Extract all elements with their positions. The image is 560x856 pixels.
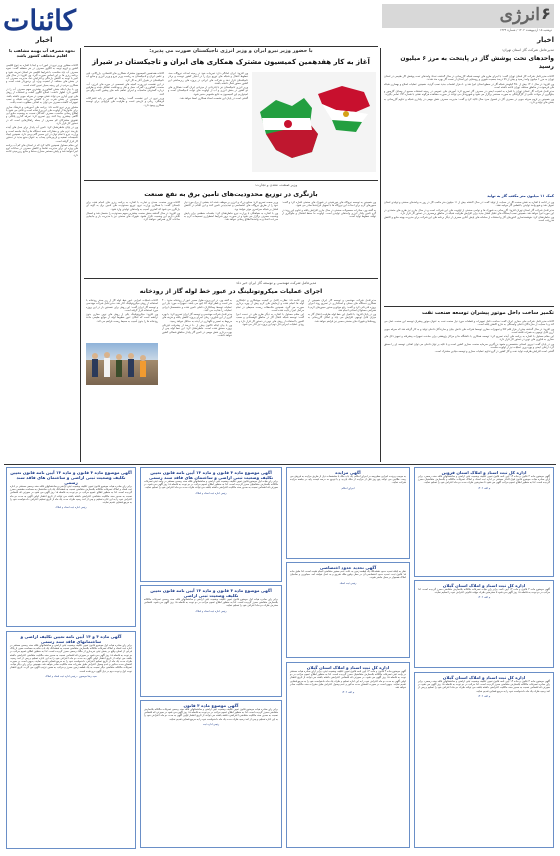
main-story-col-2: وی افزود: ایران آمادگی دارد تجربیات خود در زمینه احداث نیروگاه، سد، خطوط انتقال و شبکه های توزیع برق را در اختیار کشور دوست و برادر تاجیکستان قرار دهد و شرکت های ایرانی در پروژه های زیرساختی این کشور حضور فعال داشته باشند. وزیر انرژی تاجیکستان نیز با قدردانی از میزبانی ایران گفت: همکاری های دو کشور در بخش انرژی و آب از اولویت های دولت تاجیکستان است و امیدواریم این کمیسیون به نتایج ملموس منجر شود. گفتنی است در پایان این نشست اسناد همکاری امضا خواهد شد. (168, 72, 248, 101)
right-col-body-1: کائنات-مدیرعامل شرکت گاز استان تهران گفت: با اجرای طرح های توسعه شبکه گازرسانی در سال گذشته، تعداد واحدهای تحت پوشش گاز طبیعی در استان تهران به مرز ۶ میلیون واحد رسید و بیش از ۹۹ درصد جمعیت شهری و روستایی این استان از نعمت گاز بهره مند شدند. وی افزود: در سال ۱۴۰۱ بیش از ۴۵۰ کیلومتر شبکه گاز در سطح استان اجرا شد و ۸۰ هزار انشعاب جدید نصب گردید. همچنین عملیات اصلاح و بهسازی شبکه های فرسوده در مناطق مختلف تهران ادامه داشته است. مدیرعامل شرکت گاز استان تهران با اشاره به اهمیت ایمنی در مصرف گاز تصریح کرد: آموزش های عمومی در زمینه استفاده صحیح از وسایل گازسوز و جلوگیری از حوادث ناشی از گازگرفتگی به صورت مستمر برگزار می شود و شهروندان می توانند در صورت مشاهده هرگونه نشتی با شماره ۱۹۴ تماس بگیرند. وی همچنین بر لزوم صرفه جویی در مصرف گاز در فصول سرد سال تاکید کرد و گفت: مدیریت مصرف نقش مهمی در پایداری شبکه و تداوم گازرسانی به بخش های تولیدی دارد. (384, 75, 554, 105)
story2-kicker: وزیر صنعت، معدن و تجارت: (254, 183, 298, 187)
ad-title: اداره کل ثبت اسناد و املاک استان گیلان (442, 583, 526, 588)
ad-ref: رئیس اداره ثبت اسناد و املاک (195, 609, 227, 613)
story3-col-1: کائنات-عملیات اجرایی عبور خط لوله گاز از زیر بستر رودخانه با استفاده از روش میکروتونلینگ آغاز شد. مدیرعامل شرکت مهندسی و توسعه گاز ایران گفت: این روش برای نخستین بار در این پروژه مورد استفاده قرار گرفته است. وی افزود: میکروتونلینگ یکی از روش های نوین حفاری بدون ترانشه است که امکان عبور خطوط لوله از موانع طبیعی مانند رودخانه ها را بدون آسیب به محیط زیست فراهم می کند. (86, 299, 158, 323)
right-col-body-2: وی در ادامه با اشاره به نقش صنعت گاز در حمایت از تولید گفت: در سال گذشته بیش از ۱۱ میلیون متر مکعب گاز در روز به واحدهای صنعتی و تولیدی استان تحویل شد و هیچ واحد تولیدی با قطعی گاز مواجه نشد. مدیرعامل شرکت گاز استان تهران افزود: گازرسانی به شهرک ها و نواحی صنعتی از اولویت های این شرکت است و در سال جاری نیز طرح های متعددی در این حوزه اجرا خواهد شد. همچنین نصب ایستگاه های تقلیل فشار جدید برای افزایش ظرفیت شبکه در مناطق پرمصرف در دستور کار قرار دارد. وی خاطرنشان کرد: هوشمندسازی کنتورهای گاز و استفاده از سامانه های پایش آنلاین مصرف از دیگر برنامه های این شرکت برای مدیریت بهینه منابع و کاهش هدررفت است. (384, 201, 554, 223)
ad-ref: سید رضا موسوی - رئیس اداره ثبت اسناد و املاک (45, 674, 97, 678)
ad-title: اداره کل ثبت اسناد و املاک استان گیلان (442, 675, 526, 680)
story3-col-2: به گفته وی، در این پروژه طول مسیر عبور از رودخانه حدود ۴۰۰ متر است و قطر لوله ۵۶ اینچ می باشد. تجهیزات مورد نیاز این عملیات توسط پیمانکاران داخلی تامین شده و متخصصان ایرانی عملیات را هدایت می کنند. مدیرعامل شرکت مهندسی و توسعه گاز ایران تصریح کرد: با بهره گیری از این فناوری، زمان اجرای پروژه کاهش یافته و هزینه های مربوط به تعمیر و نگهداری در آینده به حداقل خواهد رسید. وی با بیان اینکه تاکنون بیش از ۸۰ درصد از پیشرفت فیزیکی پروژه محقق شده است، خاطرنشان کرد: این خط لوله پس از بهره برداری نقش مهمی در تامین گاز پایدار مناطق شمالی کشور خواهد داشت. (162, 299, 232, 337)
dateline: دوشنبه ۱۵ اردیبهشت ۱۴۰۲ / شماره ۱۴۳۴ (499, 28, 552, 32)
ad-title: آگهی ماده ۳ و ۱۳ آیین نامه تعیین تکلیف اراضی و ساختمانهای فاقد سند رسمی (20, 634, 122, 644)
ad-title: آگهی موضوع ماده ۳ قانون و ماده ۱۳ آیین نامه قانون تعیین تکلیف وضعیت ثبتی اراضی و ساختمان های فاقد سند رسمی (148, 470, 274, 480)
masthead-left-section: اخبار (35, 36, 53, 44)
ad-notice-9: آگهی موضوع ماده ۳ قانون برابر رای صادره هیات موضوع قانون تعیین تکلیف وضعیت ثبتی اراضی و ساختمانهای فاقد سند رسمی تصرفات مالکانه بلامعارض متقاضی محرز گردیده است. لذا به منظور اطلاع عموم مراتب در دو نوبت به فاصله ۱۵ روز آگهی می شود در صورتی که اشخاص نسبت به صدور سند مالکیت متقاضی اعتراضی داشته باشند می توانند از تاریخ انتشار اولین آگهی به مدت دو ماه اعتراض خود را به این اداره تسلیم و پس از اخذ رسید ظرف مدت یک ماه دادخواست خود را به مرجع قضایی تقدیم نمایند. رئیس اداره ثبت (140, 700, 282, 848)
right-col-bottom-headline: تکمیر ساخت داخل موتور پیشران توسعه صنعت نفت (421, 310, 554, 316)
masthead-left-logo: کائنات (3, 4, 76, 37)
left-col-headline: نحوه مصرف آب بهینه مشاهب با اقلیم مختلف کشور باشد (8, 48, 75, 58)
left-col-body: کائنات-مشاور وزیر نیرو در امور آب و آبفا با اشاره به تنوع اقلیمی کشور و لزوم توجه به الگوی مصرف در هر منطقه گفت: نحوه مصرف آب باید متناسب با شرایط اقلیمی هر استان تعریف شود و برنامه ریزی ها بر این اساس صورت گیرد. وی افزود: در سال های اخیر با توجه به کاهش بارندگی و افزایش دما، مدیریت مصرف آب در بخش های مختلف از اهمیت ویژه ای برخوردار شده است و همکاری مردم در این زمینه بسیار تعیین کننده است. وی با بیان اینکه بخش کشاورزی بیشترین سهم مصرف آب را در کشور دارد اظهار داشت: اصلاح الگوی کشت و استفاده از روش های نوین آبیاری می تواند نقش مهمی در صرفه جویی داشته باشد. همچنین در بخش شرب نیز با کاهش هدررفت شبکه و نصب تجهیزات کاهنده مصرف می توان به اهداف مطلوب دست یافت. مشاور وزیر نیرو ادامه داد: برنامه های آموزشی و فرهنگ سازی برای خانوارها از اولویت های این وزارتخانه است و تلاش می شود با اطلاع رسانی مناسب، مصرف کنندگان نسبت به وضعیت منابع آبی آگاهی بیشتری پیدا کنند. وی تصریح کرد: تعرفه گذاری پلکانی و تشویق مشترکان کم مصرف از جمله راهکارهایی است که در دستور کار قرار دارد. وی در پایان خاطرنشان کرد: تامین آب پایدار برای نسل های آینده نیازمند عزم ملی و مشارکت همه دستگاه ها و آحاد جامعه است و وزارت نیرو با تمام توان در این مسیر گام برمی دارد. همچنین ایجاد تاسیسات تصفیه و بازچرخانی پساب به عنوان منبع جدید در دستور کار قرار گرفته است. این مقام مسئول همچنین تاکید کرد که در استان های کم آب برنامه های ویژه ای برای مدیریت تقاضا و کاهش مصرف در ساعات اوج اجرا خواهد شد و پایش مستمر مخازن سدها و منابع زیرزمینی ادامه دارد. (6, 64, 78, 157)
ad-title: اداره کل ثبت اسناد و املاک استان گیلان (306, 665, 390, 670)
ad-notice-11: اداره کل ثبت اسناد و املاک استان گیلان آگهی موضوع ماده ۳ قانون و ماده ۱۳ آیین نامه قانون تعیین تکلیف وضعیت ثبتی اراضی و ساختمانهای فاقد سند رسمی. برابر رای صادره تصرفات مالکانه بلامعارض متقاضی محرز گردیده است. لذا مراتب در دو نوبت به فاصله ۱۵ روز آگهی می شود در صورتی که اشخاص نسبت به صدور سند مالکیت اعتراضی داشته باشند می توانند ظرف دو ماه اعتراض خود را تسلیم و پس از اخذ رسید ظرف یک ماه دادخواست خود را به مرجع قضایی تقدیم نمایند. م الف ۱۴۰۲ (414, 672, 554, 848)
ad-ref: م الف ۱۴۰۲ (477, 694, 491, 698)
ad-notice-6: آگهی تحدید حدود اختصاصی نظر به اینکه تحدید حدود ششدانگ یک قطعه زمین به علت عدم حضور متقاضی انجام نشده است، لذا طبق ماده ۱۵ قانون ثبت، تحدید حدود اختصاصی آن در محل وقوع ملک شروع و به عمل خواهد آمد. مجاورین و صاحبان املاک همجوار در محل حاضر شوند. رئیس ثبت اسناد (286, 562, 410, 658)
right-col-kicker: مدیرعامل شرکت گاز استان تهران: (501, 48, 554, 52)
ad-notice-4: اداره کل ثبت اسناد و املاک استان قزوین آگهی موضوع ماده ۳ قانون و ماده ۱۳ آیین نامه قانون تعیین تکلیف وضعیت ثبتی اراضی و ساختمانهای فاقد سند رسمی. برابر آرای صادره هیات موضوع قانون فوق الذکر مستقر در اداره ثبت اسناد و املاک تصرفات مالکانه و بلامعارض متقاضیان محرز گردیده است. لذا به منظور اطلاع عموم مراتب آگهی می شود تا معترضین ظرف مدت دو ماه اعتراض خود را تسلیم نمایند. م الف ۱۴۰۲ (414, 467, 554, 577)
ad-title: آگهی موضوع ماده ۳ قانون و ماده ۱۳ آیین نامه قانون تعیین تکلیف وضعیت ثبتی اراضی (150, 588, 272, 598)
ads-top-rule (4, 464, 556, 465)
story3-col-3: وی ادامه داد: نظارت کامل بر کیفیت جوشکاری و عایقکاری لوله ها انجام شده و آزمایش های لازم پیش از بهره برداری صورت می گیرد. همچنین ملاحظات زیست محیطی در تمام مراحل اجرا رعایت شده است. این مقام مسئول با اشاره به دیگر طرح های در دست اجرا گفت: توسعه شبکه انتقال گاز در مناطق کوهستانی و صعب العبور با استفاده از روش های نوین در دستور کار قرار دارد و به زودی عملیات اجرایی فاز دوم این پروژه نیز آغاز می شود. (236, 299, 304, 327)
ad-title: آگهی تحدید حدود اختصاصی (319, 565, 377, 570)
left-col-divider (80, 48, 81, 462)
ad-ref: م الف ۱۴۰۲ (477, 596, 491, 600)
main-story-rule (84, 180, 378, 181)
main-story-kicker: با حضور وزیر نیرو ایران و وزیر انرژی تاجیکستان صورت می پذیرد: (149, 48, 313, 54)
story3-headline: اجرای عملیات میکروتونلینگ در عبور خط لوله گاز از رودخانه (139, 288, 323, 295)
story2-col-2: وزیر صمت تصریح کرد: صنایع بزرگ و انرژی بر موظف شده اند بخشی از برق مورد نیاز خود را از طریق نیروگاه های اختصاصی و تجدیدپذیر تامین کنند و این اقدام در کاهش فشار بر شبکه سراسری موثر خواهد بود. وی با اشاره به هماهنگی با وزارت نیرو خاطرنشان کرد: جلسات منظمی برای پایش وضعیت مصرف برگزار می شود و در صورت بروز شرایط اضطراری تصمیمات لازم به سرعت اتخاذ و به واحدها اطلاع رسانی خواهد شد. (184, 201, 278, 222)
story3-photo (86, 343, 158, 385)
story3-kicker: مدیرعامل شرکت مهندسی و توسعه گاز ایران خبر داد: (235, 281, 317, 285)
ad-notice-5: آگهی موضوع ماده ۳ قانون و ماده ۱۳ آیین نامه قانون تعیین تکلیف وضعیت ثبتی اراضی برابر رای صادره هیات اول موضوع قانون تعیین تکلیف وضعیت ثبتی اراضی و ساختمانهای فاقد سند رسمی تصرفات مالکانه بلامعارض متقاضی محرز گردیده است. لذا به منظور اطلاع عموم مراتب در دو نوبت به فاصله ۱۵ روز آگهی می شود. اشخاص معترض ظرف دو ماه اعتراض خود را تسلیم نمایند. رئیس اداره ثبت اسناد و املاک (140, 585, 282, 697)
main-story-col-1: کائنات-هفدهمین کمیسیون مشترک همکاری های اقتصادی، بازرگانی، فنی و علمی ایران و تاجیکستان به ریاست وزیر نیرو و وزیر انرژی و منابع آب تاجیکستان در شیراز آغاز به کار کرد. در این نشست دو روزه، کمیته های تخصصی در حوزه های انرژی، آب، صنعت، کشاورزی، گمرک، حمل و نقل و بهداشت تشکیل شده و طرفین درباره گسترش مناسبات و اجرای تفاهم نامه های پیشین گفت وگو می کنند. وزیر نیرو در این نشست گفت: روابط دو کشور بر پایه اشتراکات فرهنگی، زبانی و تاریخی است و ظرفیت های فراوانی برای توسعه همکاری وجود دارد. (86, 72, 164, 107)
ad-ref: رئیس اداره ثبت اسناد و املاک (55, 506, 87, 510)
right-col-rule (384, 306, 554, 307)
ad-ref: م الف ۱۴۰۲ (341, 691, 355, 695)
main-story-headline: آغاز به کار هفدهمین کمیسیون مشترک همکاری های ایران و تاجیکستان در شیراز (92, 58, 370, 66)
right-col-subhead: کمک ۱۱ میلیون متر مکعب گاز به تولید (487, 194, 554, 198)
masthead-rule (84, 46, 378, 47)
ad-notice-8: آگهی ماده ۳ و ۱۳ آیین نامه تعیین تکلیف اراضی و ساختمانهای فاقد سند رسمی برابر رای صادره هیات اول موضوع قانون تعیین تکلیف وضعیت ثبتی اراضی و ساختمانهای فاقد سند رسمی مستقر در اداره ثبت اسناد و املاک تصرفات مالکانه بلامعارض متقاضی نسبت به ششدانگ یک باب خانه به مساحت معین از پلاک فرعی از اصلی واقع در بخش ثبتی خریداری از مالک رسمی محرز گردیده است. لذا به منظور اطلاع عموم مراتب در دو نوبت به فاصله ۱۵ روز آگهی می شود در صورتی که اشخاص نسبت به صدور سند مالکیت متقاضی اعتراضی داشته باشند می توانند از تاریخ انتشار اولین آگهی به مدت دو ماه اعتراض خود را به این اداره تسلیم و پس از اخذ رسید، ظرف مدت یک ماه از تاریخ تسلیم اعتراض، دادخواست خود را به مرجع قضایی تقدیم نمایند. بدیهی است در صورت انقضای مدت مذکور و عدم وصول اعتراض طبق مقررات سند مالکیت صادر خواهد شد. همچنین برابر رای دیگر هیات، تصرفات مالکانه متقاضی دیگر نسبت به یک قطعه زمین محرز و مراتب به همین ترتیب آگهی می گردد. تاریخ انتشار نوبت اول و نوبت دوم در ذیل آگهی درج شده است. سید رضا موسوی - رئیس اداره ثبت اسناد و املاک (6, 631, 136, 849)
ad-ref: رئیس اداره ثبت (202, 722, 220, 726)
story2-col-1: کائنات-وزیر صنعت، معدن و تجارت با اشاره به برنامه ریزی های انجام شده برای تابستان گفت: با همکاری وزارت نیرو، توزیع محدودیت های تامین برق به گونه ای بازنگری می شود که کمترین آسیب به واحدهای تولیدی وارد شود. وی افزود: در سال گذشته بخش صنعت بیشترین سهم محدودیت را متحمل شد و امسال تلاش داریم این وضعیت تکرار نشود. شهرک های صنعتی نیز با مدیریت بار و جابجایی ساعات کاری همراهی خواهند کرد. (86, 201, 180, 222)
masthead-right-logo: انرژی (499, 5, 540, 25)
story3-col-4: مدیرعامل شرکت مهندسی و توسعه گاز ایران همچنین از همکاری دستگاه های محلی و استانداری در تسریع روند اجرای پروژه قدردانی کرد و گفت: رفع موانع و صدور مجوزهای لازم با همراهی مسئولان استانی انجام شد. وی در پایان افزود: با تکمیل این خط لوله ظرفیت انتقال گاز به میزان قابل توجهی افزایش می یابد و امکان گازرسانی به روستاها و شهرک های صنعتی مسیر نیز فراهم خواهد شد. (308, 299, 376, 323)
page-number: ۶ (541, 4, 551, 23)
story2-col-3: وی همچنین به توسعه نیروگاه های خورشیدی در شهرک های صنعتی اشاره کرد و گفت: مجوزهای لازم برای احداث این نیروگاه ها با تسهیل فرآیندها صادر می شود. به گفته وی، صادرات محصولات صنعتی در سال جاری افزایش یافته و تداوم این روند در گرو تامین پایدار انرژی واحدهای تولیدی است. اولویت ما حفظ اشتغال و جلوگیری از توقف خطوط تولید است. (282, 201, 376, 219)
ad-notice-7: اداره کل ثبت اسناد و املاک استان گیلان آگهی موضوع ماده ۳ قانون و ماده ۱۳ آیین نامه. برابر رای هیات تصرفات مالکانه بلامعارض متقاضی محرز گردیده است. لذا مراتب در دو نوبت به فاصله ۱۵ روز آگهی می شود تا معترضین ظرف مهلت قانونی اعتراض خود را تسلیم نمایند. م الف ۱۴۰۲ (414, 580, 554, 668)
right-col-headline: واحدهای تحت پوشش گاز در پایتخت به مرز ۶ میلیون رسید (400, 55, 554, 70)
ad-notice-3: آگهی مزایده به موجب پرونده اجرایی مطروحه در اجرای احکام، یک باب ملک با مشخصات ذیل از طریق مزایده به فروش می رسد. طالبین می توانند پنج روز قبل از مزایده از ملک بازدید و با تودیع ده درصد قیمت پایه در جلسه مزایده شرکت نمایند. اجرای احکام (286, 467, 410, 559)
right-col-body-3: کائنات-مدیرعامل شرکت ملی حفاری ایران گفت: ساخت داخل تجهیزات و قطعات مورد نیاز صنعت نفت به عنوان موتور پیشران توسعه این صنعت عمل می کند و با حمایت از سازندگان داخلی وابستگی به خارج کاهش یافته است. وی افزود: در سال گذشته بیش از هزار قلم کالا و تجهیزات حفاری توسط شرکت های دانش بنیان و سازندگان داخلی تولید و به کار گرفته شد که صرفه جویی ارزی قابل توجهی به همراه داشته است. این مقام مسئول با اشاره به برنامه های آینده تصریح کرد: توسعه همکاری با دانشگاه ها و مراکز پژوهشی برای ساخت تجهیزات پیشرفته و تجهیز دکل های حفاری به فناوری های نوین در دستور کار قرار دارد. وی در پایان گفت: نیروی انسانی متخصص و متعهد بزرگترین سرمایه صنعت حفاری کشور است و با تکیه بر توان داخلی می توان اهداف توسعه ای را محقق کرد. ارتقای ایمنی و بهره وری عملیات نیز از اولویت هاست. گفتنی است افزایش ظرفیت تولید نفت و گاز کشور در گرو تداوم عملیات حفاری و توسعه میادین مشترک است. (384, 320, 554, 354)
ad-title: اداره کل ثبت اسناد و املاک استان قزوین (441, 470, 527, 475)
ad-ref: م الف ۱۴۰۲ (477, 486, 491, 490)
story2-rule (84, 278, 378, 279)
ad-notice-10: اداره کل ثبت اسناد و املاک استان گیلان آگهی موضوع ماده ۳ قانون و ماده ۱۳ آیین نامه قانون تعیین تکلیف وضعیت ثبتی. برابر آرای صادره هیات مستقر در واحد ثبتی تصرفات مالکانه بلامعارض متقاضیان محرز گردیده است. لذا به منظور اطلاع عموم مراتب در دو نوبت به فاصله ۱۵ روز آگهی می شود. در صورتی که اشخاص اعتراضی داشته باشند می توانند از تاریخ انتشار اولین آگهی به مدت دو ماه اعتراض خود را به این اداره تسلیم و ظرف یک ماه دادخواست خود را به مرجع قضایی تقدیم نمایند. بدیهی است در صورت انقضای مدت مذکور و عدم وصول اعتراض طبق مقررات سند مالکیت صادر خواهد شد. م الف ۱۴۰۲ (286, 662, 410, 848)
ad-notice-1: آگهی موضوع ماده ۳ قانون و ماده ۱۳ آیین نامه قانون تعیین تکلیف وضعیت ثبتی اراضی و ساختمان های فاقد سند رسمی برابر رای صادره هیات موضوع قانون تعیین تکلیف وضعیت ثبتی اراضی و ساختمانهای فاقد سند رسمی مستقر در اداره ثبت اسناد و املاک تصرفات مالکانه بلامعارض متقاضی نسبت به ششدانگ یک باب ساختمان به مساحت مشخص محرز گردیده است. لذا به منظور اطلاع عموم مراتب در دو نوبت به فاصله ۱۵ روز آگهی می شود در صورتی که اشخاص نسبت به صدور سند مالکیت متقاضی اعتراضی داشته باشند می توانند از تاریخ انتشار اولین آگهی به مدت دو ماه اعتراض خود را به این اداره تسلیم و پس از اخذ رسید ظرف مدت یک ماه از تاریخ تسلیم اعتراض، دادخواست خود را به مرجع قضایی تقدیم نمایند. رئیس اداره ثبت اسناد و املاک (6, 467, 136, 627)
ad-title: آگهی مزایده (335, 470, 361, 475)
ad-title: آگهی موضوع ماده ۳ قانون و ماده ۱۳ آیین نامه قانون تعیین تکلیف وضعیت ثبتی اراضی و ساختمان های فاقد سند رسمی (10, 470, 132, 485)
ad-title: آگهی موضوع ماده ۳ قانون (183, 703, 239, 708)
iran-tajikistan-map-image (252, 72, 376, 172)
ad-notice-2: آگهی موضوع ماده ۳ قانون و ماده ۱۳ آیین نامه قانون تعیین تکلیف وضعیت ثبتی اراضی و ساختمان های فاقد سند رسمی برابر رای هیات اول موضوع قانون تعیین تکلیف وضعیت ثبتی اراضی و ساختمانهای فاقد سند رسمی مستقر در واحد ثبتی تصرفات مالکانه بلامعارض متقاضیان محرز گردیده است. لذا به منظور اطلاع عموم مراتب در دو نوبت به فاصله ۱۵ روز آگهی می شود. در صورتی که اشخاص نسبت به صدور سند مالکیت اعتراضی داشته باشند می توانند ظرف مدت دو ماه اعتراض خود را تسلیم نمایند. رئیس اداره ثبت اسناد و املاک (140, 467, 282, 582)
story2-headline: بازنگری در توزیع محدودیت‌های تامین برق به نفع صنعت (144, 190, 318, 198)
ad-ref: رئیس اداره ثبت اسناد و املاک (195, 491, 227, 495)
right-col-divider (380, 48, 381, 462)
ad-ref: اجرای احکام (341, 486, 355, 490)
masthead-right-section: اخبار (537, 36, 554, 44)
ad-ref: رئیس ثبت اسناد (339, 581, 357, 585)
